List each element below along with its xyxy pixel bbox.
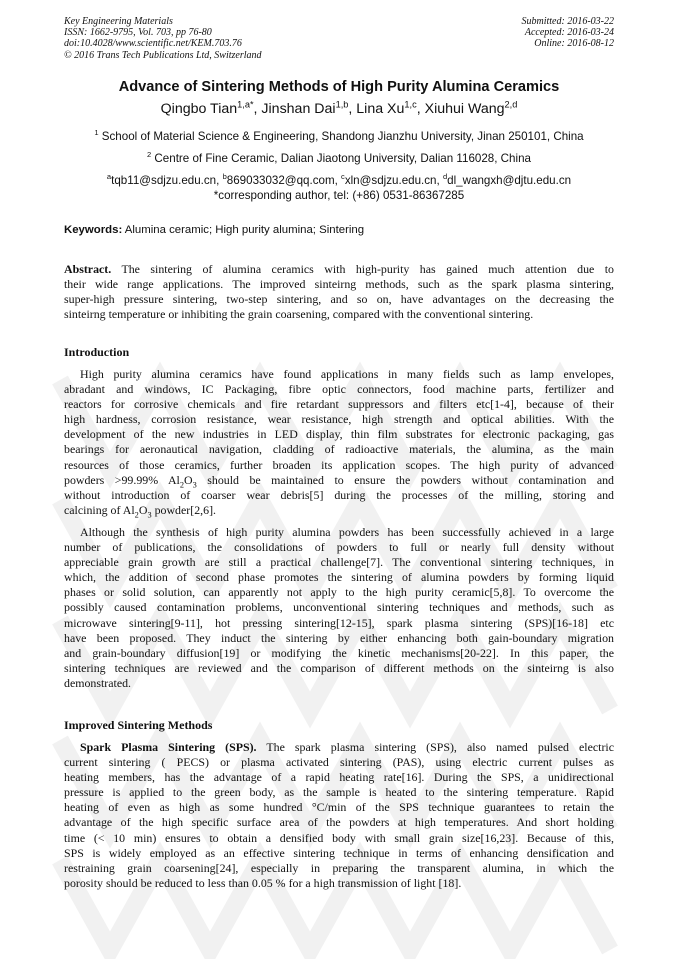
abstract: [64, 262, 614, 322]
paragraph-line: current sintering ( PECS) or plasma activated sintering (PAS), using electric current pulses as: [64, 755, 614, 770]
paragraph-line: time (< 10 min) ensures to obtain a densified body with small grain size[16,23]. Because of this,: [64, 830, 614, 845]
doi-line: doi:10.4028/www.scientific.net/KEM.703.76: [64, 38, 242, 50]
text-run: should be maintained to ensure the powders without contamination and: [196, 472, 614, 487]
text-run: O: [184, 472, 193, 487]
abstract-line: sinteirng temperature or inhibiting the grain coarsening, compared with the conventional sintering.: [64, 307, 534, 322]
author-2-sup: 1,b: [335, 99, 349, 110]
paper-title: Advance of Sintering Methods of High Purity Alumina Ceramics: [118, 79, 560, 95]
paragraph-line: and grain-boundary diffusion[19] or modifying the kinetic mechanisms[20-22]. In this paper, the: [64, 645, 614, 660]
affiliation-2-sup: 2: [147, 150, 152, 160]
paragraph-line: porosity should be reduced to less than 0.05 % for a high transmission of light [18].: [64, 875, 462, 890]
text-run: O: [138, 502, 148, 517]
email-2: 869033032@qq.com,: [226, 174, 342, 187]
subscript: 2: [179, 480, 185, 490]
introduction-heading: Introduction: [64, 345, 130, 359]
email-3: xln@sdjzu.edu.cn,: [344, 174, 443, 187]
subscript: 2: [134, 510, 139, 520]
abstract-line: super-high pressure sintering, two-step sintering, and so on, have advantages on the decreasing the: [64, 292, 614, 307]
paragraph-line: phases or solid solution, can apparently not apply to the high purity ceramic[5,8]. To overcome the: [64, 585, 614, 600]
text-run: powder[2,6].: [151, 502, 216, 517]
paragraph-line: abradant and windows, IC Packaging, fibre optic connectors, food machine parts, fertilizer and: [64, 382, 614, 397]
accepted-date: Accepted: 2016-03-24: [524, 27, 614, 39]
keywords: [64, 224, 364, 236]
paragraph-line: bearings for aeronautical navigation, cladding of radioactive materials, the alumina, as the main: [64, 442, 614, 457]
abstract-text: The sintering of alumina ceramics with high-purity has gained much attention due to: [111, 262, 614, 276]
paragraph-line: heating of even as high as some hundred °C/min of the SPS technique guarantees to retain the: [64, 800, 614, 815]
email-b-sup: b: [222, 172, 227, 182]
paragraph-line: Although the synthesis of high purity alumina powders has been successfully achieved in a large: [80, 525, 614, 539]
paragraph-line: resources of those ceramics, further broaden its application scopes. The high purity of advanced: [64, 457, 614, 472]
keywords-value: Alumina ceramic; High purity alumina; Sintering: [122, 224, 365, 236]
paragraph-line: without introduction of coarser wear debris[5] during the processes of the milling, storing and: [64, 487, 614, 502]
paragraph-line: restraining grain coarsening[24], especially in preparing the transparent alumina, in which the: [64, 860, 614, 875]
abstract-line: [64, 262, 614, 277]
author-2: , Jinshan Dai: [253, 101, 336, 117]
text-run: calcining of Al: [64, 502, 135, 517]
paragraph-line: [64, 503, 614, 518]
paragraph-line: SPS is widely employed as an effective sintering technique in terms of enhancing densification and: [64, 845, 614, 860]
author-1: Qingbo Tian: [160, 101, 238, 117]
paragraph-line: demonstrated.: [64, 675, 132, 690]
paragraph-line: reactors for corrosive chemicals and fire retardant suppressors and filters etc[1-4], because of their: [64, 397, 614, 412]
paragraph-line: advantage of the high specific surface area of the powders at high temperatures. And short holding: [64, 815, 614, 830]
paragraph-line: High purity alumina ceramics have found applications in many fields such as lamp envelopes,: [80, 367, 614, 381]
journal-header: [64, 16, 614, 66]
journal-info: [64, 16, 262, 61]
paragraph-line: which, the addition of second phase promotes the sintering of alumina powders by forming liquid: [64, 570, 614, 585]
author-3-sup: 1,c: [404, 99, 417, 110]
affiliation-1-text: School of Material Science & Engineering, Shandong Jianzhu University, Jinan 250101, China: [98, 130, 584, 143]
text-run: powders >99.99% Al: [64, 472, 180, 487]
paragraph-line: pressure is applied to the green body, as the sample is heated to the sintering temperature. Rapid: [64, 785, 614, 800]
sps-label: Spark Plasma Sintering (SPS).: [80, 740, 257, 754]
paragraph-line: development of the new industries in LED display, thin film substrates for electronic packaging, gas: [64, 427, 614, 442]
paragraph-line: heating members, has the advantage of a rapid heating rate[16]. During the SPS, a unidirectional: [64, 770, 614, 785]
paragraph-line: have been proposed. They induct the sintering by either enhancing both gain-boundary migration: [64, 630, 614, 645]
corresponding-author: *corresponding author, tel: (+86) 0531-86367285: [213, 189, 465, 202]
intro-paragraph-1: [64, 367, 614, 518]
sps-paragraph: [64, 740, 614, 891]
intro-paragraph-2: [64, 525, 614, 691]
paragraph-line: [64, 473, 614, 488]
email-a-sup: a: [106, 172, 112, 182]
paragraph-line: number of publications, the consolidations of powders to full or nearly full density without: [64, 540, 614, 555]
submitted-date: Submitted: 2016-03-22: [521, 16, 614, 27]
issn-line: ISSN: 1662-9795, Vol. 703, pp 76-80: [64, 27, 212, 39]
affiliation-1-sup: 1: [94, 128, 99, 138]
abstract-line: their wide range applications. The improved sinteirng methods, such as the spark plasma sintering,: [64, 277, 614, 292]
online-date: Online: 2016-08-12: [534, 38, 614, 50]
keywords-label: Keywords:: [64, 224, 123, 236]
subscript: 3: [192, 480, 197, 490]
subscript: 3: [147, 510, 152, 520]
paragraph-line: appreciable grain growth are still a practical challenge[7]. The conventional sintering techniques, in: [64, 555, 614, 570]
affiliation-2: [0, 152, 678, 165]
email-d-sup: d: [442, 172, 448, 182]
paragraph-line: possibly caused contamination problems, unconventional sintering techniques and methods, such as: [64, 600, 614, 615]
author-list: [0, 101, 678, 117]
copyright-line: © 2016 Trans Tech Publications Ltd, Switzerland: [64, 49, 262, 61]
affiliation-2-text: Centre of Fine Ceramic, Dalian Jiaotong University, Dalian 116028, China: [151, 152, 531, 165]
author-3: , Lina Xu: [348, 101, 405, 117]
email-list: [0, 174, 678, 187]
paragraph-line: microwave sintering[9-11], hot pressing sintering[12-15], spark plasma sintering (SPS)[16-18] etc: [64, 615, 614, 630]
paragraph-line: [64, 740, 614, 755]
improved-methods-heading: Improved Sintering Methods: [64, 718, 213, 732]
journal-name: Key Engineering Materials: [64, 16, 173, 27]
author-4-sup: 2,d: [504, 99, 518, 110]
dates-info: [522, 16, 615, 50]
email-c-sup: c: [341, 172, 345, 182]
abstract-label: Abstract.: [64, 262, 112, 276]
paragraph-line: high hardness, corrosion resistance, wear resistance, high strength and optical abilities. With the: [64, 412, 614, 427]
email-4: dl_wangxh@djtu.edu.cn: [447, 174, 572, 187]
author-4: , Xiuhui Wang: [416, 101, 505, 117]
paragraph-line: sintering techniques are reviewed and the comparison of different methods on the sinteirng is also: [64, 660, 614, 675]
text-run: The spark plasma sintering (SPS), also named pulsed electric: [256, 740, 614, 754]
author-1-sup: 1,a*: [237, 99, 254, 110]
email-1: tqb11@sdjzu.edu.cn,: [111, 174, 223, 187]
affiliation-1: [0, 130, 678, 143]
